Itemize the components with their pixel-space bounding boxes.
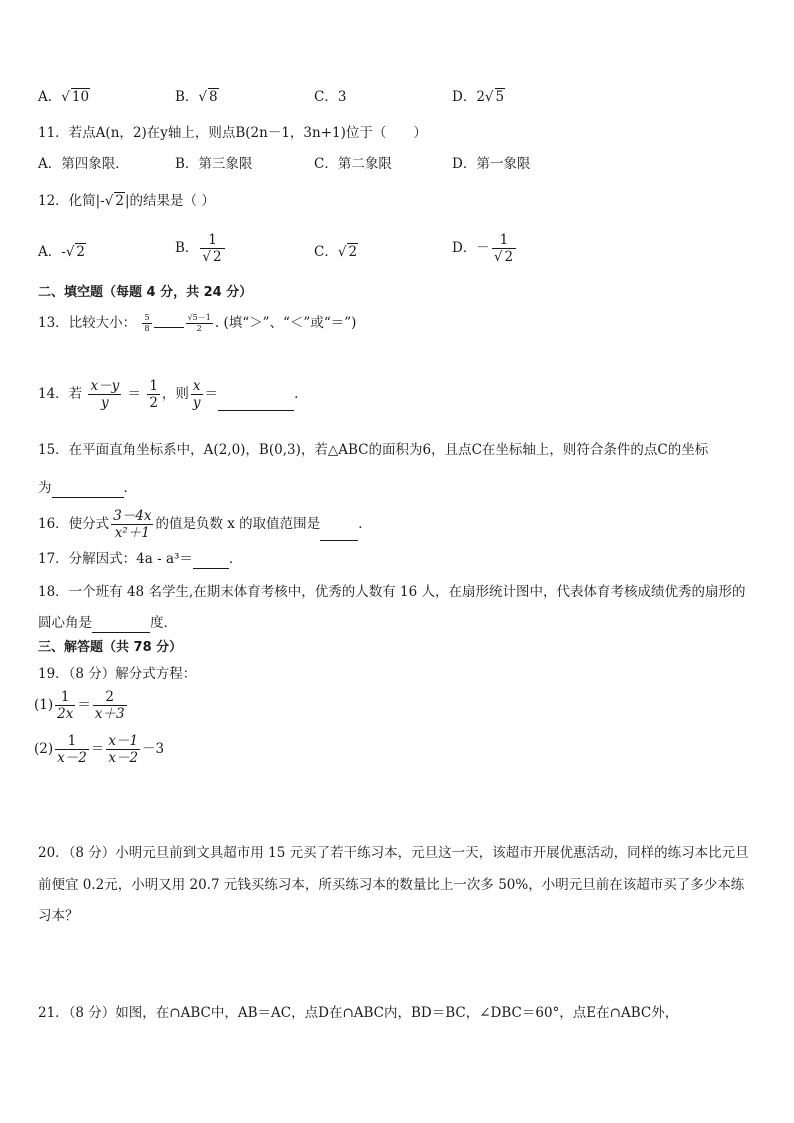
q12-option-a: A．-√ 2: [38, 244, 86, 260]
q21-line1: 21．（8 分）如图，在∩ABC中，AB＝AC，点D在∩ABC内，BD＝BC，∠DBC＝60°，点E在∩ABC外，: [38, 1005, 679, 1021]
q14: 14．若 $\frac{x-y}{y}$ ＝ $\frac{1}{2}$ ，则 $\frac{x}{y}$ ＝ .: [38, 378, 299, 411]
q12-option-c: C．√ 2: [314, 244, 358, 260]
q19-stem: 19．（8 分）解分式方程：: [38, 666, 197, 682]
q10-option-c: C．3: [314, 89, 347, 105]
q19-part1: (1) $\frac{1}{2x}$ ＝ $\frac{2}{x+3}$: [34, 689, 125, 722]
q10-option-d: D．2√ 5: [452, 89, 505, 105]
section-solve-heading: 三、解答题（共 78 分）: [38, 640, 183, 655]
q11-option-d: D．第一象限: [452, 156, 531, 172]
q16: 16．使分式 $\frac{3-4x}{\text{x²＋1}}$ 的值是负数 x 的取值范围是 ．: [38, 508, 372, 541]
q11-option-c: C．第二象限: [314, 156, 392, 172]
q11-option-b: B．第三象限: [175, 156, 253, 172]
q11-option-a: A．第四象限．: [38, 156, 129, 172]
q13-fraction-right: $\frac{√5-1}{2}$: [187, 313, 211, 333]
q15-line1: 15．在平面直角坐标系中，A(2,0)，B(0,3)，若△ABC的面积为6，且点C在坐标轴上，则符合条件的点C的坐标: [38, 442, 709, 458]
q12-option-b: B． $\frac{1}{√ 2}$: [175, 232, 227, 265]
section-fill-in-heading: 二、填空题（每题 4 分，共 24 分）: [38, 285, 253, 300]
q12-option-d: D．－ $\frac{1}{√ 2}$: [452, 232, 518, 265]
q18-line2: 圆心角是 度．: [38, 615, 177, 631]
q10-option-a: A．√ 10: [38, 89, 90, 105]
q17: 17．分解因式：4a - a³＝ ．: [38, 551, 243, 567]
q20-line1: 20．（8 分）小明元旦前到文具超市用 15 元买了若干练习本，元旦这一天，该超市开展优惠活动，同样的练习本比元旦: [38, 845, 749, 861]
q12-stem: 12．化简|-√ 2|的结果是（ ）: [38, 193, 215, 209]
q15-line2: 为 ．: [38, 480, 137, 496]
q14-blank: [218, 396, 294, 411]
q11-stem: 11．若点A(n，2)在y轴上，则点B(2n－1，3n+1)位于（ ）: [38, 125, 427, 141]
q15-blank: [52, 483, 124, 498]
q18-blank: [92, 618, 150, 633]
q13-fraction-left: $\frac{5}{8}$: [144, 313, 150, 333]
q20-line3: 习本？: [38, 908, 79, 924]
q19-part2: (2) $\frac{1}{x-2}$ ＝ $\frac{x-1}{x-2}$ －3: [34, 733, 165, 766]
q17-blank: [193, 554, 229, 569]
q10-option-b: B．√ 8: [175, 89, 218, 105]
q18-line1: 18．一个班有 48 名学生,在期末体育考核中，优秀的人数有 16 人，在扇形统计图中，代表体育考核成绩优秀的扇形的: [38, 584, 746, 600]
q13-blank: [154, 319, 184, 328]
q13: 13．比较大小： $\frac{5}{8}$ $\frac{√5-1}{2}$ . (填“＞”、“＜”或“＝”): [38, 313, 357, 333]
q20-line2: 前便宜 0.2元，小明又用 20.7 元钱买练习本，所买练习本的数量比上一次多 50%，小明元旦前在该超市买了多少本练: [38, 877, 745, 893]
q16-blank: [320, 526, 358, 541]
